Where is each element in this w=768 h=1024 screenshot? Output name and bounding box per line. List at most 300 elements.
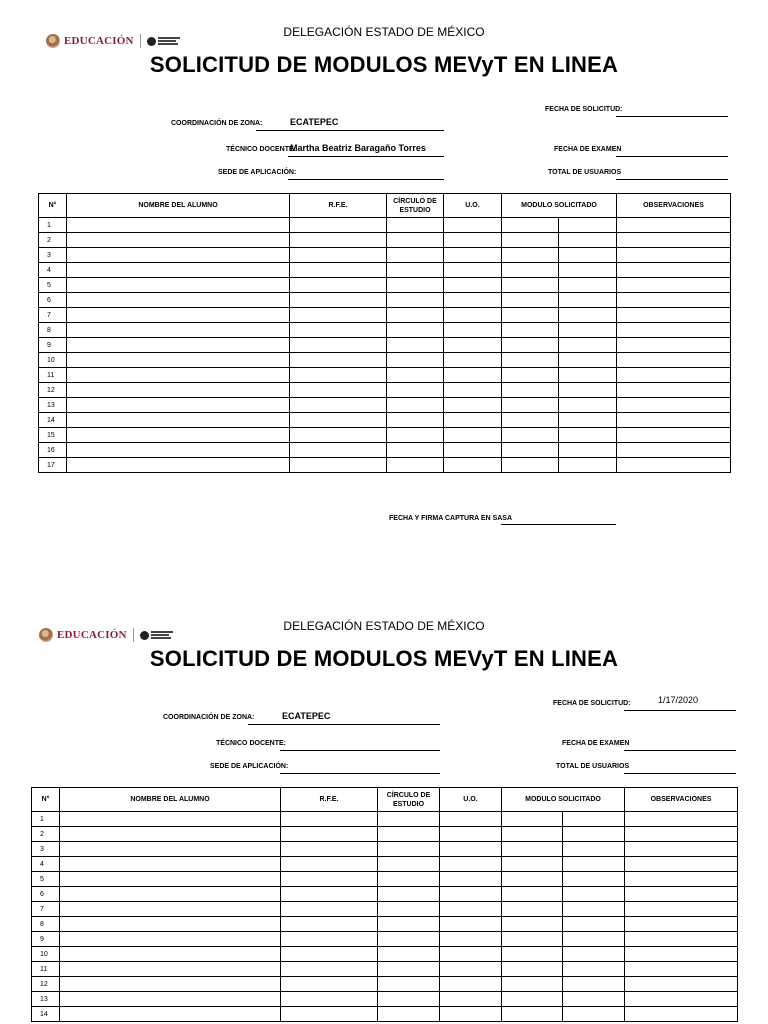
- table-cell[interactable]: [60, 977, 281, 992]
- row-number: 13: [39, 398, 67, 413]
- table-cell[interactable]: [617, 383, 731, 398]
- table-cell[interactable]: [502, 887, 563, 902]
- table-cell[interactable]: [563, 1007, 625, 1022]
- table-cell[interactable]: [502, 962, 563, 977]
- table-cell[interactable]: [502, 218, 559, 233]
- table-cell[interactable]: [444, 398, 502, 413]
- table-cell[interactable]: [625, 977, 738, 992]
- table-cell[interactable]: [617, 398, 731, 413]
- table-cell[interactable]: [67, 383, 290, 398]
- table-cell[interactable]: [502, 353, 559, 368]
- total-usuarios-field[interactable]: [624, 761, 736, 774]
- table-cell[interactable]: [502, 842, 563, 857]
- table-cell[interactable]: [563, 977, 625, 992]
- table-cell[interactable]: [563, 902, 625, 917]
- table-cell[interactable]: [290, 278, 387, 293]
- row-number: 12: [32, 977, 60, 992]
- row-number: 15: [39, 428, 67, 443]
- table-cell[interactable]: [67, 398, 290, 413]
- table-cell[interactable]: [290, 308, 387, 323]
- table-row: [39, 233, 731, 248]
- sede-field[interactable]: [288, 167, 444, 180]
- table-cell[interactable]: [444, 263, 502, 278]
- table-cell[interactable]: [387, 338, 444, 353]
- table-cell[interactable]: [502, 872, 563, 887]
- col-header-num: N°: [32, 788, 60, 812]
- table-cell[interactable]: [290, 458, 387, 473]
- table-cell[interactable]: [60, 992, 281, 1007]
- table-cell[interactable]: [378, 932, 440, 947]
- table-cell[interactable]: [444, 323, 502, 338]
- row-number: 4: [32, 857, 60, 872]
- table-cell[interactable]: [387, 398, 444, 413]
- table-cell[interactable]: [559, 248, 617, 263]
- table-cell[interactable]: [60, 947, 281, 962]
- table-cell[interactable]: [563, 917, 625, 932]
- table-cell[interactable]: [67, 233, 290, 248]
- table-cell[interactable]: [378, 857, 440, 872]
- table-cell[interactable]: [281, 992, 378, 1007]
- table-cell[interactable]: [387, 413, 444, 428]
- tecnico-field[interactable]: [280, 738, 440, 751]
- table-row: [32, 947, 738, 962]
- table-cell[interactable]: [444, 353, 502, 368]
- table-cell[interactable]: [563, 812, 625, 827]
- table-row: [32, 872, 738, 887]
- table-cell[interactable]: [502, 827, 563, 842]
- table-cell[interactable]: [563, 857, 625, 872]
- table-cell[interactable]: [444, 338, 502, 353]
- table-cell[interactable]: [444, 278, 502, 293]
- table-cell[interactable]: [440, 887, 502, 902]
- table-cell[interactable]: [290, 218, 387, 233]
- table-cell[interactable]: [60, 887, 281, 902]
- row-number: 12: [39, 383, 67, 398]
- table-cell[interactable]: [559, 323, 617, 338]
- table-cell[interactable]: [502, 977, 563, 992]
- sede-label: SEDE DE APLICACIÓN:: [210, 763, 289, 770]
- col-header-modulo: MODULO SOLICITADO: [502, 788, 625, 812]
- table-row: [39, 293, 731, 308]
- table-cell[interactable]: [67, 353, 290, 368]
- table-cell[interactable]: [281, 932, 378, 947]
- table-cell[interactable]: [378, 962, 440, 977]
- table-cell[interactable]: [67, 293, 290, 308]
- captura-sasa-field[interactable]: [501, 512, 616, 525]
- table-row: [39, 413, 731, 428]
- row-number: 7: [32, 902, 60, 917]
- table-cell[interactable]: [502, 323, 559, 338]
- fecha-examen-label: FECHA DE EXAMEN: [562, 740, 630, 747]
- table-cell[interactable]: [290, 383, 387, 398]
- table-cell[interactable]: [290, 443, 387, 458]
- table-cell[interactable]: [60, 857, 281, 872]
- table-cell[interactable]: [502, 383, 559, 398]
- table-cell[interactable]: [625, 1007, 738, 1022]
- table-cell[interactable]: [625, 992, 738, 1007]
- table-cell[interactable]: [617, 368, 731, 383]
- row-number: 5: [32, 872, 60, 887]
- table-cell[interactable]: [290, 338, 387, 353]
- table-cell[interactable]: [440, 902, 502, 917]
- table-cell[interactable]: [440, 842, 502, 857]
- table-cell[interactable]: [60, 932, 281, 947]
- table-cell[interactable]: [559, 368, 617, 383]
- row-number: 9: [39, 338, 67, 353]
- table-cell[interactable]: [563, 842, 625, 857]
- table-cell[interactable]: [502, 248, 559, 263]
- table-cell[interactable]: [559, 413, 617, 428]
- col-header-rfe: R.F.E.: [281, 788, 378, 812]
- col-header-rfe: R.F.E.: [290, 194, 387, 218]
- table-cell[interactable]: [444, 368, 502, 383]
- fecha-examen-field[interactable]: [616, 144, 728, 157]
- table-cell[interactable]: [387, 293, 444, 308]
- col-header-observaciones: OBSERVACIONES: [617, 194, 731, 218]
- table-cell[interactable]: [502, 263, 559, 278]
- table-cell[interactable]: [444, 308, 502, 323]
- table-row: [39, 383, 731, 398]
- table-cell[interactable]: [617, 413, 731, 428]
- table-cell[interactable]: [60, 812, 281, 827]
- table-cell[interactable]: [563, 962, 625, 977]
- table-cell[interactable]: [617, 458, 731, 473]
- row-number: 14: [32, 1007, 60, 1022]
- table-cell[interactable]: [281, 962, 378, 977]
- table-cell[interactable]: [387, 443, 444, 458]
- delegation-heading: DELEGACIÓN ESTADO DE MÉXICO: [283, 25, 485, 39]
- table-cell[interactable]: [444, 293, 502, 308]
- table-cell[interactable]: [67, 308, 290, 323]
- table-row: [32, 932, 738, 947]
- table-row: [32, 827, 738, 842]
- table-row: [32, 812, 738, 827]
- table-cell[interactable]: [502, 812, 563, 827]
- table-cell[interactable]: [378, 992, 440, 1007]
- table-cell[interactable]: [290, 428, 387, 443]
- row-number: 3: [39, 248, 67, 263]
- table-cell[interactable]: [290, 368, 387, 383]
- logo-text: EDUCACIÓN: [57, 629, 127, 641]
- table-cell[interactable]: [67, 428, 290, 443]
- table-row: [39, 278, 731, 293]
- coordinacion-value: ECATEPEC: [290, 117, 339, 127]
- table-cell[interactable]: [440, 1007, 502, 1022]
- col-header-nombre: NOMBRE DEL ALUMNO: [60, 788, 281, 812]
- table-cell[interactable]: [440, 992, 502, 1007]
- fecha-solicitud-field[interactable]: [616, 104, 728, 117]
- tecnico-value: Martha Beatriz Baragaño Torres: [290, 143, 426, 153]
- table-cell[interactable]: [387, 383, 444, 398]
- table-row: [39, 338, 731, 353]
- table-cell[interactable]: [387, 278, 444, 293]
- table-cell[interactable]: [625, 887, 738, 902]
- table-cell[interactable]: [559, 338, 617, 353]
- table-cell[interactable]: [281, 812, 378, 827]
- row-number: 9: [32, 932, 60, 947]
- table-cell[interactable]: [625, 902, 738, 917]
- table-cell[interactable]: [559, 263, 617, 278]
- row-number: 6: [32, 887, 60, 902]
- table-cell[interactable]: [444, 443, 502, 458]
- table-cell[interactable]: [387, 263, 444, 278]
- table-cell[interactable]: [67, 413, 290, 428]
- table-cell[interactable]: [563, 872, 625, 887]
- table-cell[interactable]: [440, 962, 502, 977]
- table-cell[interactable]: [559, 293, 617, 308]
- table-row: [32, 902, 738, 917]
- table-cell[interactable]: [290, 248, 387, 263]
- table-cell[interactable]: [378, 887, 440, 902]
- table-row: [39, 263, 731, 278]
- table-cell[interactable]: [502, 398, 559, 413]
- table-cell[interactable]: [502, 902, 563, 917]
- table-cell[interactable]: [67, 443, 290, 458]
- col-header-circulo: CÍRCULO DE ESTUDIO: [387, 194, 444, 218]
- table-cell[interactable]: [625, 947, 738, 962]
- table-cell[interactable]: [440, 917, 502, 932]
- table-cell[interactable]: [387, 323, 444, 338]
- row-number: 6: [39, 293, 67, 308]
- table-cell[interactable]: [625, 842, 738, 857]
- form-title: SOLICITUD DE MODULOS MEVyT EN LINEA: [149, 646, 619, 671]
- fecha-solicitud-label: FECHA DE SOLICITUD:: [553, 700, 631, 707]
- table-cell[interactable]: [290, 353, 387, 368]
- table-row: [39, 323, 731, 338]
- table-cell[interactable]: [60, 1007, 281, 1022]
- table-cell[interactable]: [290, 413, 387, 428]
- table-row: [32, 842, 738, 857]
- row-number: 1: [39, 218, 67, 233]
- table-cell[interactable]: [559, 278, 617, 293]
- table-cell[interactable]: [281, 842, 378, 857]
- table-cell[interactable]: [60, 872, 281, 887]
- table-row: [32, 1007, 738, 1022]
- table-cell[interactable]: [387, 218, 444, 233]
- table-cell[interactable]: [60, 827, 281, 842]
- table-cell[interactable]: [444, 248, 502, 263]
- table-cell[interactable]: [281, 887, 378, 902]
- col-header-observaciones: OBSERVACIONES: [625, 788, 738, 812]
- table-cell[interactable]: [502, 293, 559, 308]
- table-cell[interactable]: [502, 857, 563, 872]
- table-cell[interactable]: [502, 368, 559, 383]
- table-cell[interactable]: [67, 218, 290, 233]
- row-number: 10: [32, 947, 60, 962]
- table-cell[interactable]: [563, 827, 625, 842]
- table-cell[interactable]: [387, 308, 444, 323]
- table-cell[interactable]: [444, 233, 502, 248]
- table-cell[interactable]: [617, 293, 731, 308]
- table-cell[interactable]: [67, 323, 290, 338]
- table-cell[interactable]: [378, 872, 440, 887]
- table-cell[interactable]: [67, 368, 290, 383]
- table-cell[interactable]: [444, 383, 502, 398]
- table-cell[interactable]: [559, 233, 617, 248]
- table-cell[interactable]: [559, 308, 617, 323]
- table-cell[interactable]: [617, 323, 731, 338]
- table-cell[interactable]: [387, 248, 444, 263]
- students-table: [38, 193, 731, 473]
- table-cell[interactable]: [290, 233, 387, 248]
- row-number: 11: [39, 368, 67, 383]
- table-cell[interactable]: [378, 977, 440, 992]
- sede-field[interactable]: [280, 761, 440, 774]
- table-cell[interactable]: [290, 263, 387, 278]
- table-cell[interactable]: [563, 887, 625, 902]
- table-cell[interactable]: [281, 827, 378, 842]
- table-cell[interactable]: [502, 413, 559, 428]
- total-usuarios-field[interactable]: [616, 167, 728, 180]
- coordinacion-value: ECATEPEC: [282, 711, 331, 721]
- table-row: [39, 458, 731, 473]
- table-cell[interactable]: [67, 338, 290, 353]
- table-cell[interactable]: [281, 857, 378, 872]
- table-cell[interactable]: [559, 218, 617, 233]
- table-cell[interactable]: [281, 1007, 378, 1022]
- table-row: [39, 443, 731, 458]
- table-cell[interactable]: [563, 947, 625, 962]
- table-cell[interactable]: [625, 932, 738, 947]
- table-cell[interactable]: [617, 218, 731, 233]
- table-cell[interactable]: [444, 458, 502, 473]
- table-cell[interactable]: [60, 902, 281, 917]
- table-cell[interactable]: [617, 353, 731, 368]
- table-cell[interactable]: [559, 398, 617, 413]
- table-cell[interactable]: [502, 338, 559, 353]
- table-cell[interactable]: [502, 992, 563, 1007]
- coordinacion-label: COORDINACIÓN DE ZONA:: [163, 714, 255, 721]
- table-row: [32, 917, 738, 932]
- table-cell[interactable]: [387, 458, 444, 473]
- table-cell[interactable]: [444, 218, 502, 233]
- table-cell[interactable]: [60, 917, 281, 932]
- table-cell[interactable]: [444, 413, 502, 428]
- table-cell[interactable]: [617, 248, 731, 263]
- table-cell[interactable]: [281, 977, 378, 992]
- table-cell[interactable]: [440, 857, 502, 872]
- table-cell[interactable]: [502, 428, 559, 443]
- col-header-nombre: NOMBRE DEL ALUMNO: [67, 194, 290, 218]
- table-cell[interactable]: [625, 857, 738, 872]
- total-usuarios-label: TOTAL DE USUARIOS: [548, 169, 622, 176]
- table-cell[interactable]: [378, 947, 440, 962]
- row-number: 3: [32, 842, 60, 857]
- col-header-uo: U.O.: [444, 194, 502, 218]
- table-cell[interactable]: [378, 812, 440, 827]
- table-row: [32, 887, 738, 902]
- table-cell[interactable]: [440, 932, 502, 947]
- row-number: 13: [32, 992, 60, 1007]
- table-cell[interactable]: [559, 458, 617, 473]
- table-cell[interactable]: [378, 917, 440, 932]
- table-cell[interactable]: [281, 917, 378, 932]
- table-cell[interactable]: [378, 902, 440, 917]
- col-header-modulo: MODULO SOLICITADO: [502, 194, 617, 218]
- captura-sasa-label: FECHA Y FIRMA CAPTURA EN SASA: [389, 515, 513, 522]
- table-cell[interactable]: [387, 368, 444, 383]
- table-cell[interactable]: [502, 443, 559, 458]
- table-cell[interactable]: [281, 872, 378, 887]
- table-cell[interactable]: [617, 443, 731, 458]
- table-cell[interactable]: [290, 323, 387, 338]
- col-header-uo: U.O.: [440, 788, 502, 812]
- table-cell[interactable]: [617, 338, 731, 353]
- table-cell[interactable]: [67, 263, 290, 278]
- table-cell[interactable]: [60, 842, 281, 857]
- table-cell[interactable]: [440, 872, 502, 887]
- row-number: 2: [39, 233, 67, 248]
- table-cell[interactable]: [625, 917, 738, 932]
- table-cell[interactable]: [281, 902, 378, 917]
- table-cell[interactable]: [60, 962, 281, 977]
- table-cell[interactable]: [387, 353, 444, 368]
- table-cell[interactable]: [502, 1007, 563, 1022]
- table-cell[interactable]: [502, 308, 559, 323]
- table-row: [32, 977, 738, 992]
- table-cell[interactable]: [502, 278, 559, 293]
- table-cell[interactable]: [559, 443, 617, 458]
- table-cell[interactable]: [440, 827, 502, 842]
- table-cell[interactable]: [444, 428, 502, 443]
- table-cell[interactable]: [502, 458, 559, 473]
- table-cell[interactable]: [290, 398, 387, 413]
- table-cell[interactable]: [559, 353, 617, 368]
- table-cell[interactable]: [67, 248, 290, 263]
- table-row: [39, 248, 731, 263]
- table-cell[interactable]: [617, 308, 731, 323]
- table-cell[interactable]: [502, 917, 563, 932]
- table-cell[interactable]: [617, 263, 731, 278]
- table-cell[interactable]: [378, 827, 440, 842]
- table-row: [39, 308, 731, 323]
- table-row: [39, 368, 731, 383]
- fecha-examen-field[interactable]: [624, 738, 736, 751]
- table-cell[interactable]: [67, 278, 290, 293]
- table-cell[interactable]: [440, 977, 502, 992]
- table-cell[interactable]: [625, 827, 738, 842]
- students-table: [31, 787, 738, 1022]
- table-cell[interactable]: [502, 947, 563, 962]
- table-cell[interactable]: [625, 812, 738, 827]
- table-cell[interactable]: [563, 992, 625, 1007]
- table-cell[interactable]: [617, 428, 731, 443]
- table-cell[interactable]: [378, 842, 440, 857]
- table-cell[interactable]: [440, 812, 502, 827]
- form-title: SOLICITUD DE MODULOS MEVyT EN LINEA: [149, 52, 619, 77]
- table-cell[interactable]: [563, 932, 625, 947]
- table-cell[interactable]: [378, 1007, 440, 1022]
- table-cell[interactable]: [502, 233, 559, 248]
- fecha-solicitud-value: 1/17/2020: [658, 695, 699, 705]
- table-cell[interactable]: [387, 233, 444, 248]
- table-cell[interactable]: [559, 383, 617, 398]
- table-cell[interactable]: [625, 872, 738, 887]
- table-cell[interactable]: [387, 428, 444, 443]
- table-cell[interactable]: [625, 962, 738, 977]
- table-cell[interactable]: [559, 428, 617, 443]
- table-cell[interactable]: [281, 947, 378, 962]
- table-cell[interactable]: [290, 293, 387, 308]
- tecnico-label: TÉCNICO DOCENTE:: [216, 740, 286, 747]
- table-cell[interactable]: [617, 233, 731, 248]
- col-header-circulo: CÍRCULO DE ESTUDIO: [378, 788, 440, 812]
- table-cell[interactable]: [617, 278, 731, 293]
- table-cell[interactable]: [502, 932, 563, 947]
- col-header-num: N°: [39, 194, 67, 218]
- table-cell[interactable]: [440, 947, 502, 962]
- table-cell[interactable]: [67, 458, 290, 473]
